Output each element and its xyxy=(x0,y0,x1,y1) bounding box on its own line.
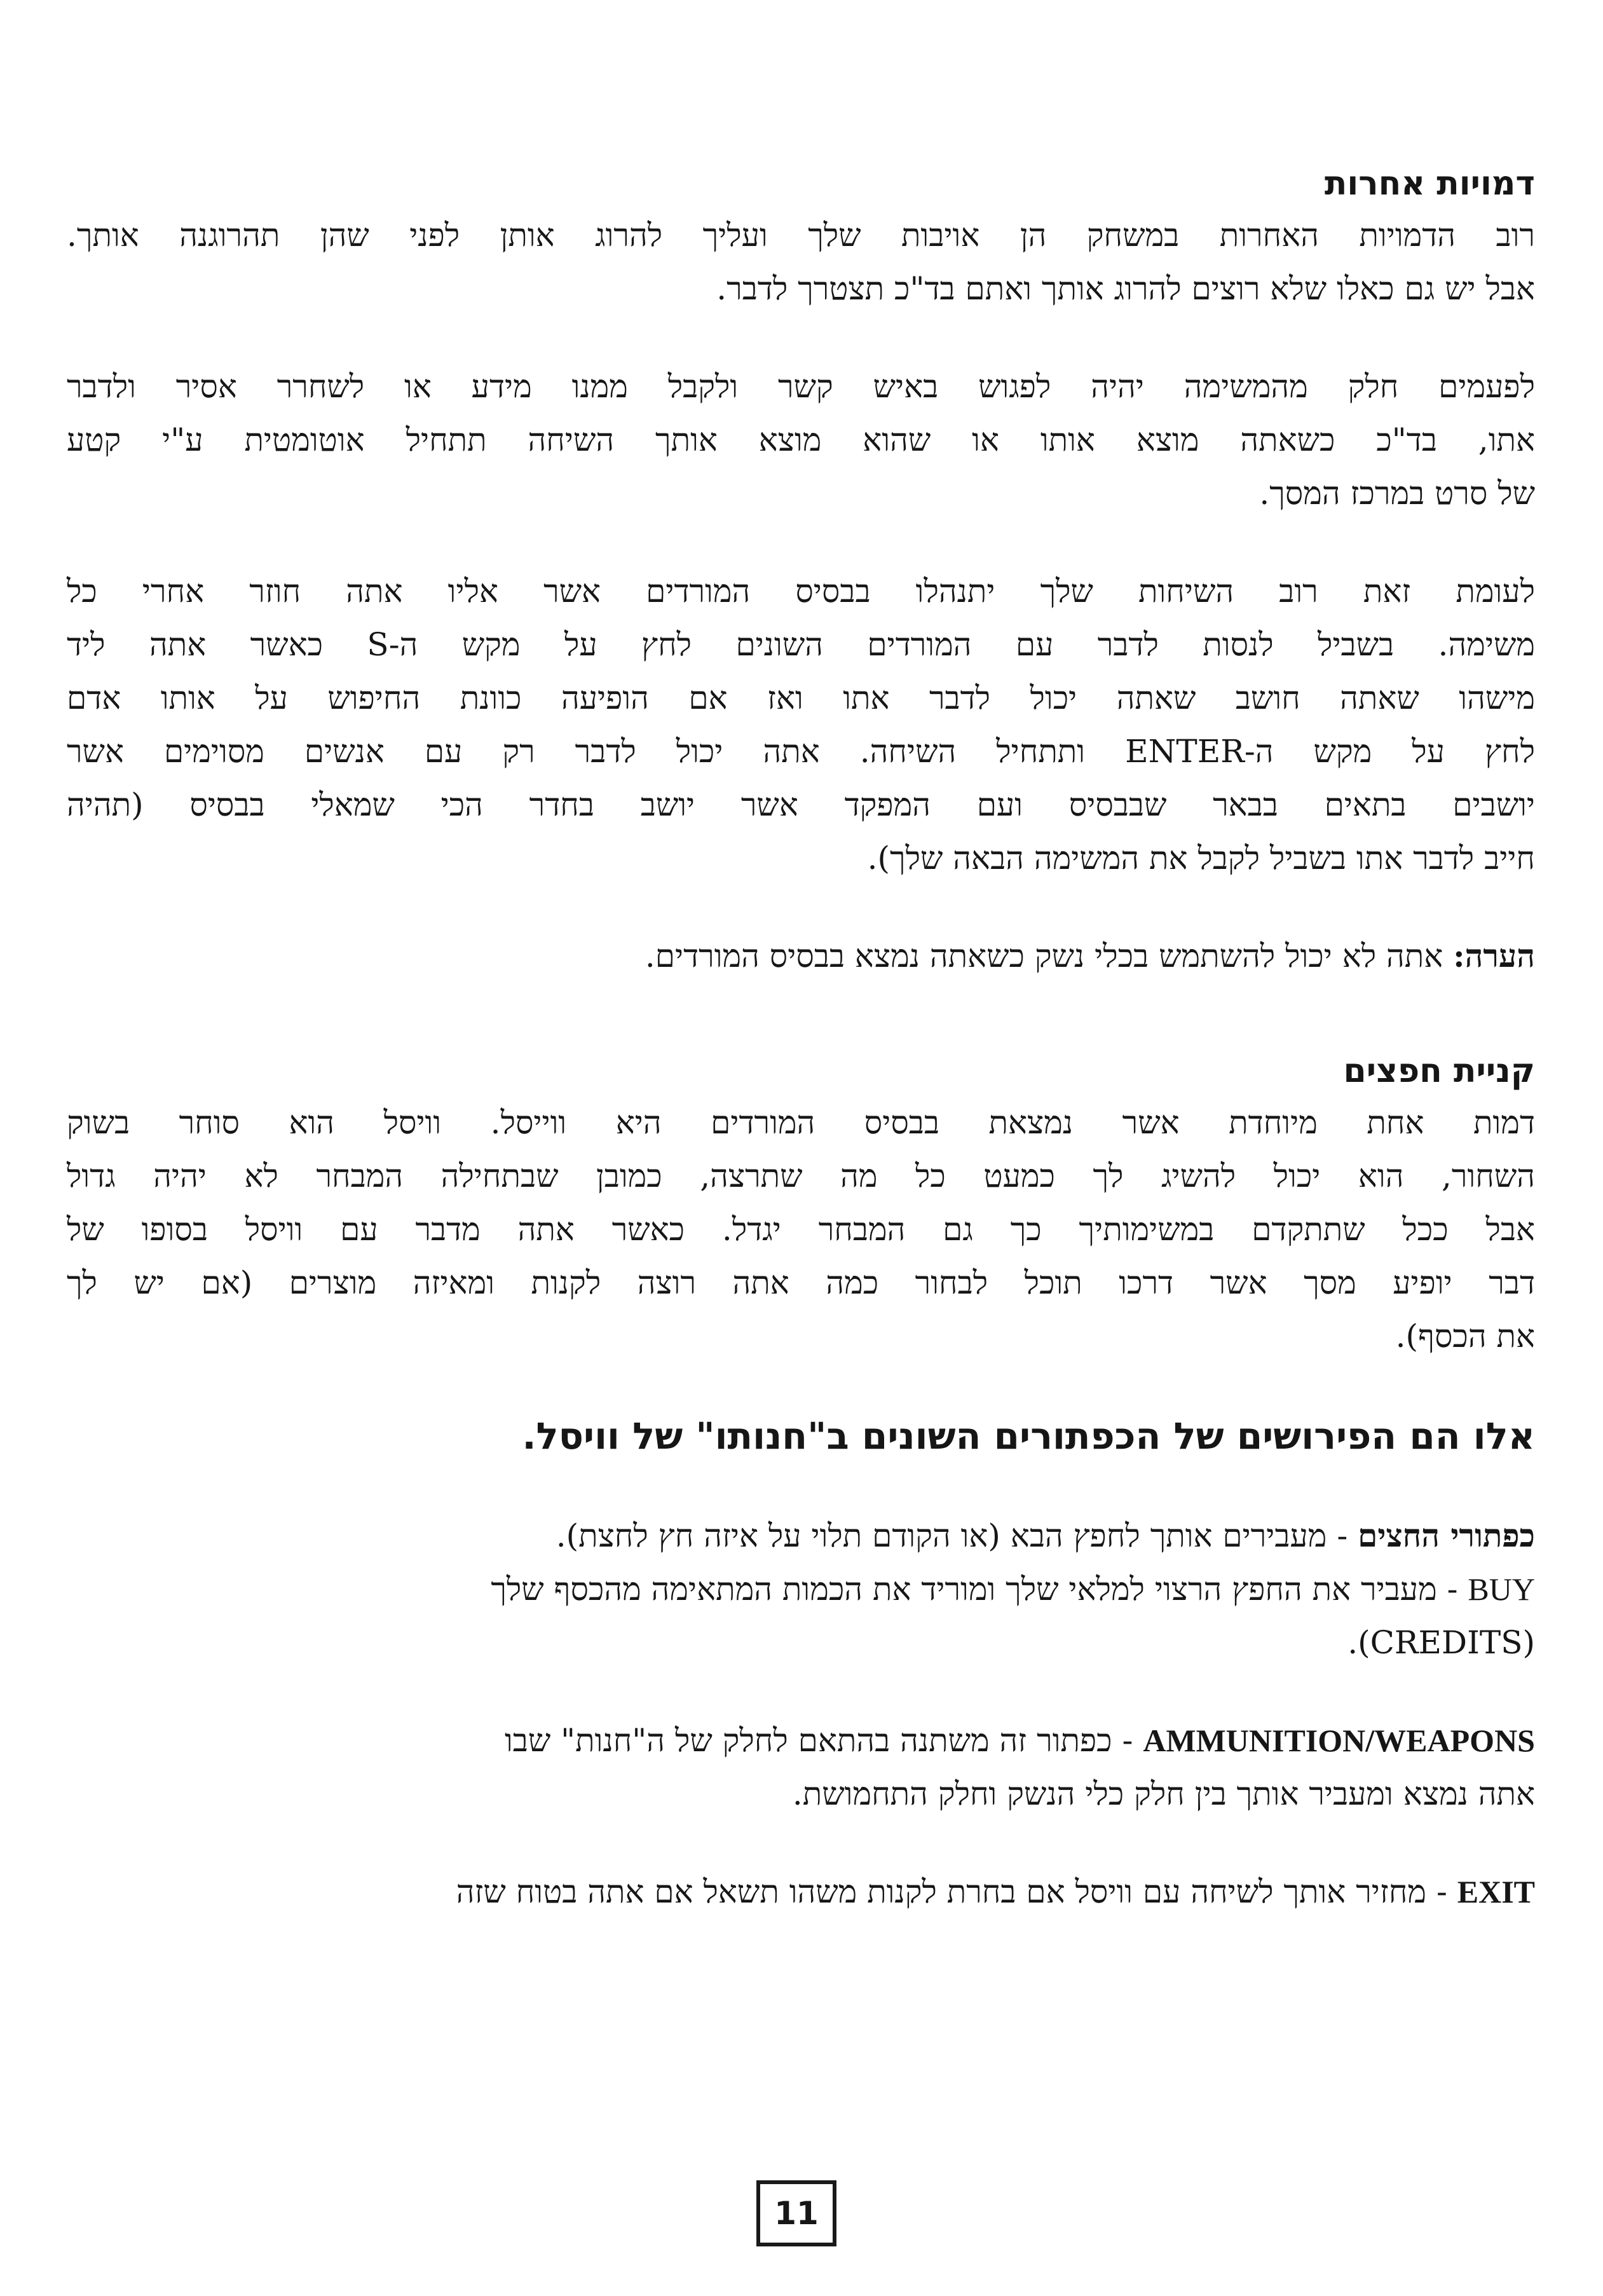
paragraph-line: אתו, בד"כ כשאתה מוצא אותו או שהוא מוצא אותך השיחה תתחיל אוטומטית ע"י קטע xyxy=(67,421,1535,458)
item-text: - מעבירים אותך לחפץ הבא (או הקודם תלוי על איזה חץ לחצת). xyxy=(556,1517,1358,1554)
paragraph-line: דמות אחת מיוחדת אשר נמצאת בבסיס המורדים היא ווייסל. וויסל הוא סוחר בשוק xyxy=(67,1104,1535,1141)
item-label: AMMUNITION/WEAPONS xyxy=(1143,1723,1535,1758)
item-label: EXIT xyxy=(1457,1874,1535,1910)
item-label: BUY xyxy=(1468,1571,1535,1607)
note xyxy=(67,929,1535,983)
page-number: 11 xyxy=(756,2180,836,2246)
paragraph-line: אבל ככל שתתקדם במשימותיך כך גם המבחר יגדל. כאשר אתה מדבר עם וויסל בסופו של xyxy=(67,1211,1535,1248)
document-page xyxy=(67,159,1535,1918)
paragraph-gap xyxy=(67,315,1535,360)
note-label: הערה: xyxy=(1453,937,1535,974)
paragraph-line: משימה. בשביל לנסות לדבר עם המורדים השונים לחץ על מקש ה-S כאשר אתה ליד xyxy=(67,626,1535,663)
paragraph-gap xyxy=(67,885,1535,929)
paragraph-line: מישהו שאתה חושב שאתה יכול לדבר אתו ואז אם הופיעה כוונת החיפוש על אותו אדם xyxy=(67,680,1535,716)
item-ammo-weapons-continued: אתה נמצא ומעביר אותך בין חלק כלי הנשק וחלק התחמושת. xyxy=(792,1775,1535,1812)
item-arrow-buttons xyxy=(67,1509,1535,1562)
item-text: - מעביר את החפץ הרצוי למלאי שלך ומוריד את הכמות המתאימה מהכסף שלך xyxy=(491,1571,1468,1608)
paragraph-gap xyxy=(67,1465,1535,1509)
paragraph-gap xyxy=(67,1363,1535,1407)
paragraph-line: דבר יופיע מסך אשר דרכו תוכל לבחור כמה אתה רוצה לקנות ומאיזה מוצרים (אם יש לך xyxy=(67,1264,1535,1301)
item-text: - כפתור זה משתנה בהתאם לחלק של ה"חנות" שבו xyxy=(504,1722,1143,1759)
paragraph-line: לפעמים חלק מהמשימה יהיה לפגוש באיש קשר ולקבל ממנו מידע או לשחרר אסיר ולדבר xyxy=(67,368,1535,405)
paragraph-line: יושבים בתאים בבאר שבבסיס ועם המפקד אשר יושב בחדר הכי שמאלי בבסיס (תהיה xyxy=(67,786,1535,823)
item-ammo-weapons xyxy=(67,1714,1535,1767)
paragraph-gap xyxy=(67,520,1535,564)
paragraph-line: את הכסף). xyxy=(1395,1318,1535,1355)
paragraph-gap xyxy=(67,1669,1535,1714)
paragraph-gap xyxy=(67,1821,1535,1865)
paragraph-line: של סרט במרכז המסך. xyxy=(1259,475,1535,512)
section-heading-buying-items: קניית חפצים xyxy=(1343,1052,1535,1090)
paragraph-line: השחור, הוא יכול להשיג לך כמעט כל מה שתרצה, כמובן שבתחילה המבחר לא יהיה גדול xyxy=(67,1158,1535,1194)
section-heading-other-characters: דמויות אחרות xyxy=(1324,165,1535,203)
item-label: כפתורי החצים xyxy=(1358,1517,1535,1554)
paragraph-line: לעומת זאת רוב השיחות שלך יתנהלו בבסיס המורדים אשר אליו אתה חוזר אחרי כל xyxy=(67,573,1535,610)
paragraph-line: חייב לדבר אתו בשביל לקבל את המשימה הבאה שלך). xyxy=(867,840,1535,877)
section-gap xyxy=(67,983,1535,1046)
item-buy-continued: (CREDITS). xyxy=(1347,1624,1535,1661)
paragraph-line: אבל יש גם כאלו שלא רוצים להרוג אותך ואתם בד"כ תצטרך לדבר. xyxy=(716,270,1535,307)
buttons-explanation-heading: אלו הם הפירושים של הכפתורים השונים ב"חנותו" של וויסל. xyxy=(522,1414,1535,1458)
item-exit xyxy=(67,1865,1535,1918)
item-text: - מחזיר אותך לשיחה עם וויסל אם בחרת לקנות משהו תשאל אם אתה בטוח שזה xyxy=(456,1873,1457,1910)
paragraph-line: לחץ על מקש ה-ENTER ותתחיל השיחה. אתה יכול לדבר רק עם אנשים מסוימים אשר xyxy=(67,733,1535,770)
paragraph-line: רוב הדמויות האחרות במשחק הן אויבות שלך ועליך להרוג אותן לפני שהן תהרוגנה אותך. xyxy=(67,217,1535,254)
note-text: אתה לא יכול להשתמש בכלי נשק כשאתה נמצא בבסיס המורדים. xyxy=(645,938,1454,974)
item-buy xyxy=(67,1562,1535,1616)
